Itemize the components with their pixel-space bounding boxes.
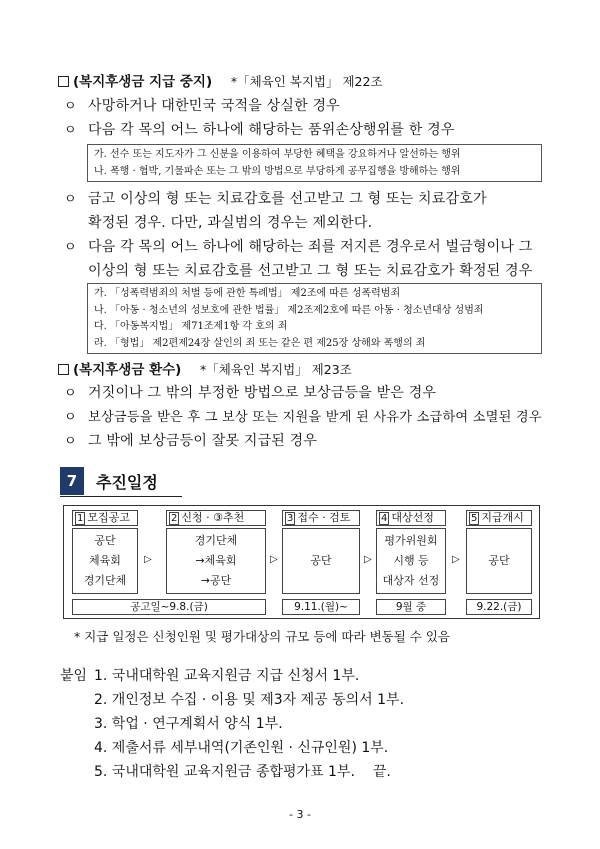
list-item: ㅇ 그 밖에 보상금등이 잘못 지급된 경우 bbox=[64, 430, 317, 450]
step-date: 9월 중 bbox=[376, 599, 446, 615]
list-item: ㅇ 다음 각 목의 어느 하나에 해당하는 죄를 저지른 경우로서 벌금형이나 그 bbox=[64, 236, 533, 256]
checkbox-square-icon bbox=[58, 364, 69, 375]
bullet-icon: ㅇ bbox=[64, 99, 77, 114]
arrow-right-icon: ▷ bbox=[270, 554, 278, 565]
attachment-item: 4. 제출서류 세부내역(기존인원 · 신규인원) 1부. bbox=[94, 740, 389, 756]
attachment-item: 1. 국내대학원 교육지원금 지급 신청서 1부. bbox=[94, 668, 360, 684]
sub-item: 라. 「형법」 제2편제24장 살인의 죄 또는 같은 편 제25장 상해와 폭행의 죄 bbox=[94, 337, 426, 349]
sub-item: 나. 폭행 · 협박, 기물파손 또는 그 밖의 방법으로 부당하게 공무집행을 방해하는 행위 bbox=[94, 165, 461, 177]
list-item: ㅇ 사망하거나 대한민국 국적을 상실한 경우 bbox=[64, 95, 340, 115]
step-body: 공단 bbox=[282, 528, 360, 594]
step-header: 3 접수 · 검토 bbox=[282, 510, 360, 526]
step-date: 9.11.(월)~ bbox=[282, 599, 360, 615]
list-item-continuation: 이상의 형 또는 치료감호를 선고받고 그 형 또는 치료감호가 확정된 경우 bbox=[88, 263, 533, 279]
bullet-icon: ㅇ bbox=[64, 240, 77, 255]
arrow-right-icon: ▷ bbox=[452, 554, 460, 565]
step-header: 1 모집공고 bbox=[72, 510, 138, 526]
checkbox-square-icon bbox=[58, 76, 69, 87]
page-number: - 3 - bbox=[289, 808, 311, 821]
step-date: 공고일~9.8.(금) bbox=[72, 599, 266, 615]
section-title: (복지후생금 지급 중지) bbox=[73, 74, 213, 90]
schedule-diagram bbox=[63, 505, 540, 619]
step-header: 5 지급개시 bbox=[466, 510, 532, 526]
arrow-right-icon: ▷ bbox=[144, 554, 152, 565]
sub-items-box bbox=[87, 283, 542, 354]
section-title: 추진일정 bbox=[96, 473, 158, 492]
end-mark: 끝. bbox=[372, 764, 391, 780]
section-title: (복지후생금 환수) bbox=[73, 362, 182, 378]
step-body: 평가위원회 시행 등 대상자 선정 bbox=[376, 528, 446, 594]
bullet-icon: ㅇ bbox=[64, 410, 77, 425]
step-body: 공단 체육회 경기단체 bbox=[72, 528, 138, 594]
schedule-note: * 지급 일정은 신청인원 및 평가대상의 규모 등에 따라 변동될 수 있음 bbox=[74, 629, 450, 644]
list-item: ㅇ 보상금등을 받은 후 그 보상 또는 지원을 받게 된 사유가 소급하여 소멸된 경우 bbox=[64, 406, 542, 425]
law-reference: *「체육인 복지법」 제23조 bbox=[200, 362, 352, 377]
arrow-right-icon: ▷ bbox=[364, 554, 372, 565]
bullet-icon: ㅇ bbox=[64, 123, 77, 138]
section-7-heading bbox=[60, 467, 182, 497]
attachment-item: 5. 국내대학원 교육지원금 종합평가표 1부. 끝. bbox=[94, 764, 391, 780]
step-date: 9.22.(금) bbox=[466, 599, 532, 615]
sub-item: 다. 「아동복지법」 제71조제1항 각 호의 죄 bbox=[94, 321, 288, 333]
attachments-label: 붙임 bbox=[60, 668, 88, 684]
bullet-icon: ㅇ bbox=[64, 192, 77, 207]
law-reference: *「체육인 복지법」 제22조 bbox=[230, 74, 383, 89]
attachment-item: 2. 개인정보 수집 · 이용 및 제3자 제공 동의서 1부. bbox=[94, 692, 405, 708]
list-item: ㅇ 거짓이나 그 밖의 부정한 방법으로 보상금등을 받은 경우 bbox=[64, 382, 436, 402]
section-number-badge: 7 bbox=[60, 467, 84, 495]
list-item-continuation: 확정된 경우. 다만, 과실범의 경우는 제외한다. bbox=[88, 215, 373, 231]
sub-item: 가. 「성폭력범죄의 처벌 등에 관한 특례법」 제2조에 따른 성폭력범죄 bbox=[94, 288, 401, 299]
section-heading-suspension bbox=[58, 70, 383, 90]
attachment-item: 3. 학업 · 연구계획서 양식 1부. bbox=[94, 716, 283, 732]
sub-items-box bbox=[87, 144, 542, 182]
step-body: 경기단체 →체육회 →공단 bbox=[166, 528, 266, 594]
section-heading-recovery bbox=[58, 358, 352, 378]
sub-item: 가. 선수 또는 지도자가 그 신분을 이용하여 부당한 혜택을 강요하거나 알선하는 행위 bbox=[94, 149, 461, 160]
list-item: ㅇ 금고 이상의 형 또는 치료감호를 선고받고 그 형 또는 치료감호가 bbox=[64, 188, 487, 208]
step-header: 2 신청 · ③추천 bbox=[166, 510, 266, 526]
step-body: 공단 bbox=[466, 528, 532, 594]
step-header: 4 대상선정 bbox=[376, 510, 446, 526]
sub-item: 나. 「아동 · 청소년의 성보호에 관한 법률」 제2조제2호에 따른 아동 · 청소년대상 성범죄 bbox=[94, 304, 484, 316]
list-item: ㅇ 다음 각 목의 어느 하나에 해당하는 품위손상행위를 한 경우 bbox=[64, 119, 455, 139]
bullet-icon: ㅇ bbox=[64, 434, 77, 449]
bullet-icon: ㅇ bbox=[64, 386, 77, 401]
